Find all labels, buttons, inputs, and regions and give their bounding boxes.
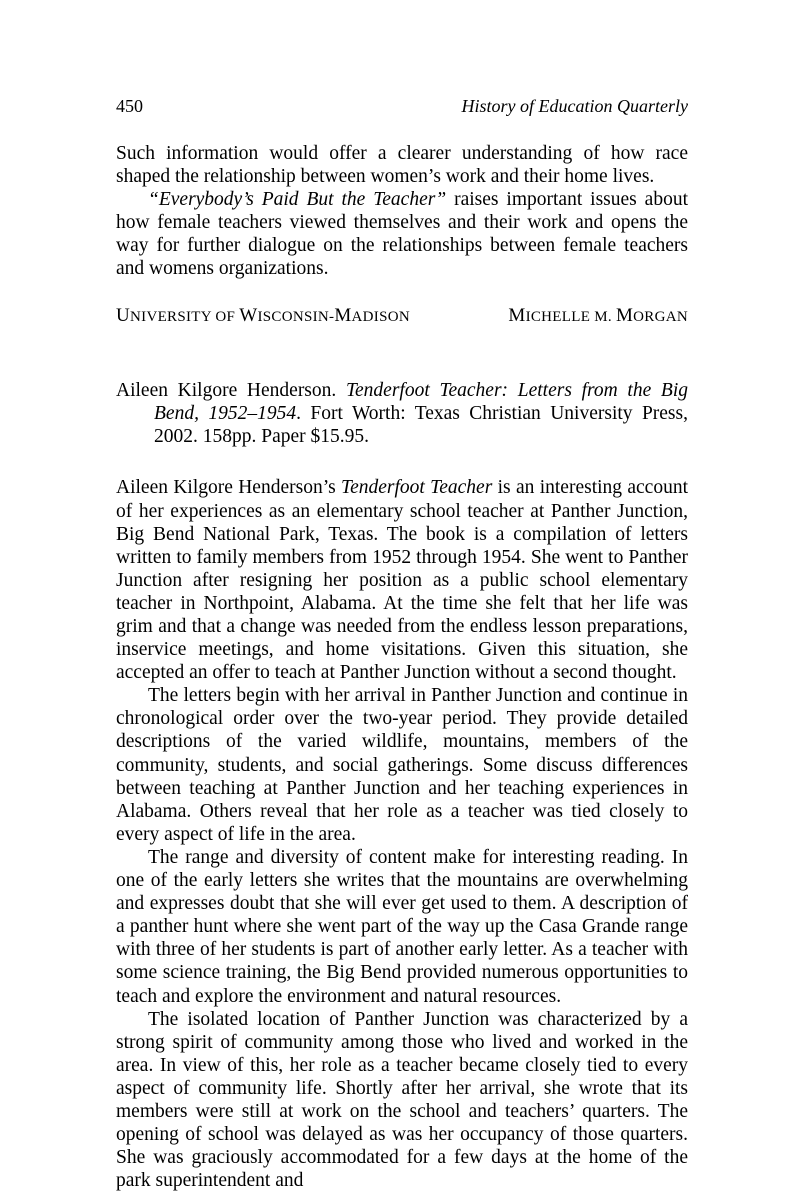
citation-publisher: . Fort Worth: Texas Christian University Press, 2002. 158pp. Paper $15.95. [154, 402, 688, 448]
cited-title: “Everybody’s Paid But the Teacher” [148, 189, 447, 211]
reviewer-signature [116, 305, 688, 329]
previous-review-paragraph-2 [116, 188, 688, 280]
page-number: 450 [116, 96, 143, 116]
review-paragraph-1: Aileen Kilgore Henderson’s Tenderfoot Teacher is an interesting account of her experiences as an elementary school teacher at Panther Junction, Big Bend National Park, Texas. The book is a compilation of letters written to family members from 1952 through 1954. She went to Panther Junction after resigning her position as a public school elementary teacher in Northpoint, Alabama. At the time she felt that her life was grim and that a change was needed from the endless lesson preparations, inservice meetings, and home visitations. Given this situation, she accepted an offer to teach at Panther Junction without a second thought. [116, 477, 689, 684]
review-paragraph-4: The isolated location of Panther Junction was characterized by a strong spirit of community among those who lived and worked in the area. In view of this, her role as a teacher became closely tied to every aspect of community life. Shortly after her arrival, she wrote that its members were still at work on the school and teachers’ quarters. The opening of school was delayed as was her occupancy of those quarters. She was graciously accommodated for a few days at the home of the park superintendent and [116, 1008, 688, 1192]
page-header [116, 96, 688, 124]
previous-review-paragraph-1: Such information would offer a clearer understanding of how race shaped the relationship between women’s work and their home lives. [116, 143, 688, 188]
book-title: Tenderfoot Teacher [341, 477, 493, 499]
book-citation [116, 379, 688, 449]
reviewer-affiliation: UNIVERSITY OF WISCONSIN-MADISON [116, 304, 410, 326]
review-paragraph-3: The range and diversity of content make for interesting reading. In one of the early letters she writes that the mountains are overwhelming and expresses doubt that she will ever get used to them. A description of a panther hunt where she went part of the way up the Casa Grande range with three of her students is part of another early letter. As a teacher with some science training, the Big Bend provided numerous opportunities to teach and explore the environment and natural resources. [116, 846, 688, 1007]
journal-title: History of Education Quarterly [461, 96, 688, 116]
document-page [116, 96, 688, 1192]
citation-title: Tenderfoot Teacher: Letters from the Big Bend, 1952–1954 [154, 379, 688, 424]
citation-author: Aileen Kilgore Henderson. [116, 379, 346, 401]
review-paragraph-2: The letters begin with her arrival in Panther Junction and continue in chronological order over the two-year period. They provide detailed descriptions of the varied wildlife, mountains, members of the community, students, and social gatherings. Some discuss differences between teaching at Panther Junction and her teaching experiences in Alabama. Others reveal that her role as a teacher was tied closely to every aspect of life in the area. [116, 685, 688, 845]
reviewer-name: MICHELLE M. MORGAN [508, 304, 688, 326]
paragraph-text: raises important issues about how female teachers viewed themselves and their work and opens the way for further dialogue on the relationships between female teachers and womens organizations. [116, 189, 688, 280]
